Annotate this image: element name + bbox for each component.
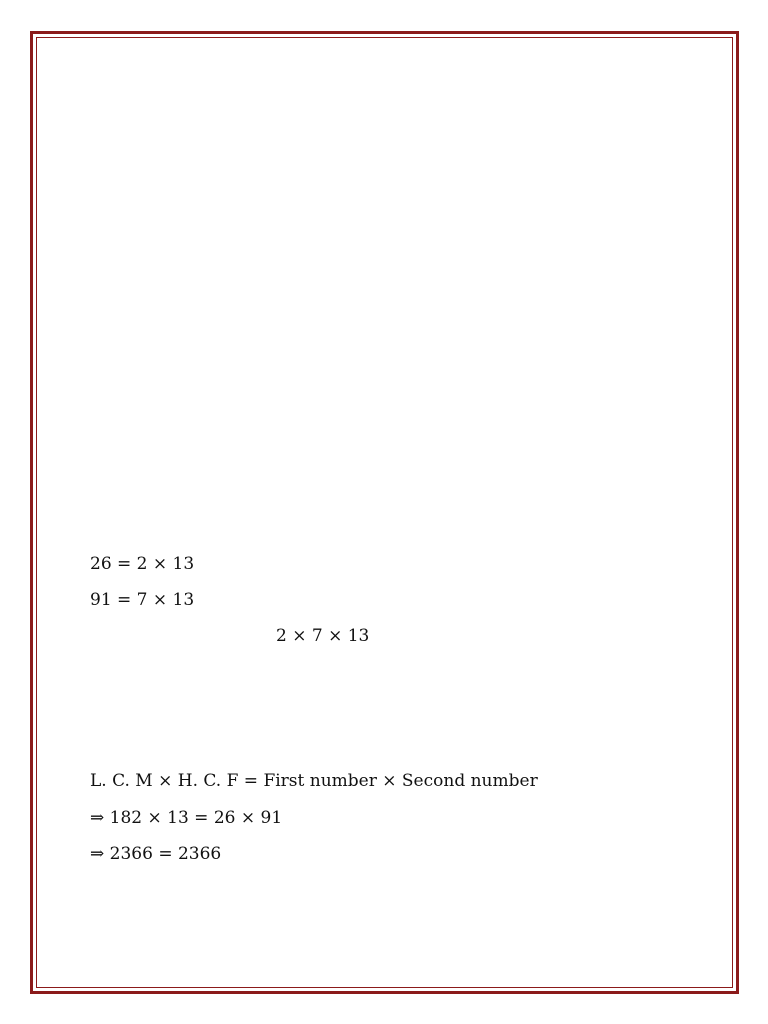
factorization-line-26: 26 = 2 × 13	[90, 554, 195, 574]
verification-step-2: ⇒ 2366 = 2366	[90, 844, 222, 864]
factorization-line-91: 91 = 7 × 13	[90, 590, 195, 610]
lcm-factors-line: 2 × 7 × 13	[276, 626, 370, 646]
lcm-hcf-formula: L. C. M × H. C. F = First number × Second number	[90, 771, 538, 791]
verification-step-1: ⇒ 182 × 13 = 26 × 91	[90, 808, 283, 828]
